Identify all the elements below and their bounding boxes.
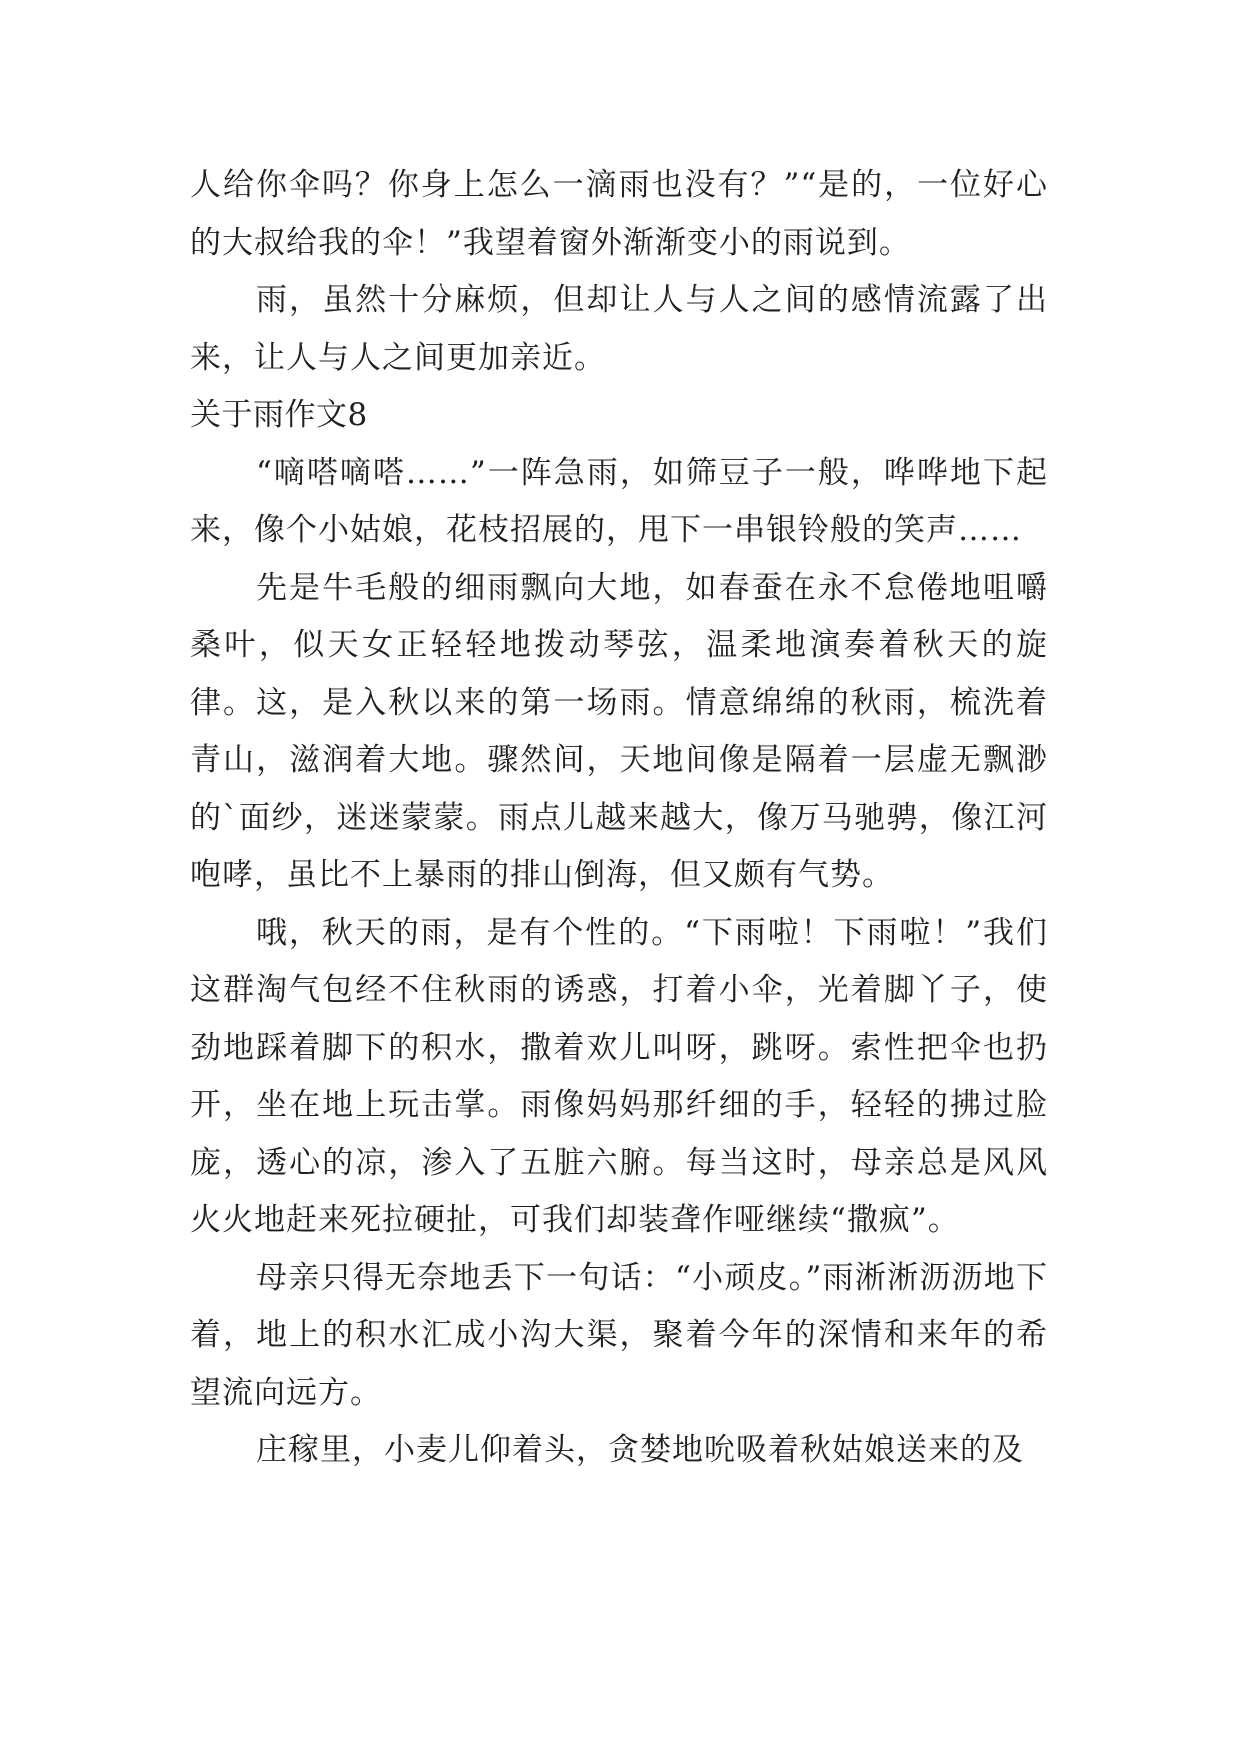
paragraph: 母亲只得无奈地丢下一句话：“小顽皮。”雨淅淅沥沥地下着，地上的积水汇成小沟大渠，聚着今年的深情和来年的希望流向远方。 [190,1259,1048,1411]
section-heading: 关于雨作文8 [190,397,368,433]
document-body [190,157,1048,1480]
paragraph: 雨，虽然十分麻烦，但却让人与人之间的感情流露了出来，让人与人之间更加亲近。 [190,282,1048,376]
paragraph: 庄稼里，小麦儿仰着头，贪婪地吮吸着秋姑娘送来的及 [256,1432,1024,1468]
paragraph: 先是牛毛般的细雨飘向大地，如春蚕在永不怠倦地咀嚼桑叶，似天女正轻轻地拨动琴弦，温柔地演奏着秋天的旋律。这，是入秋以来的第一场雨。情意绵绵的秋雨，梳洗着青山，滋润着大地。骤然间，天地间像是隔着一层虚无飘渺的`面纱，迷迷蒙蒙。雨点儿越来越大，像万马驰骋，像江河咆哮，虽比不上暴雨的排山倒海，但又颇有气势。 [190,569,1048,893]
paragraph: “嘀嗒嘀嗒……”一阵急雨，如筛豆子一般，哗哗地下起来，像个小姑娘，花枝招展的，甩下一串银铃般的笑声…… [190,454,1048,548]
paragraph-continuation: 人给你伞吗？你身上怎么一滴雨也没有？”“是的，一位好心的大叔给我的伞！”我望着窗外渐渐变小的雨说到。 [190,167,1048,261]
paragraph: 哦，秋天的雨，是有个性的。“下雨啦！下雨啦！”我们这群淘气包经不住秋雨的诱惑，打着小伞，光着脚丫子，使劲地踩着脚下的积水，撒着欢儿叫呀，跳呀。索性把伞也扔开，坐在地上玩击掌。雨像妈妈那纤细的手，轻轻的拂过脸庞，透心的凉，渗入了五脏六腑。每当这时，母亲总是风风火火地赶来死拉硬扯，可我们却装聋作哑继续“撒疯”。 [190,914,1048,1238]
